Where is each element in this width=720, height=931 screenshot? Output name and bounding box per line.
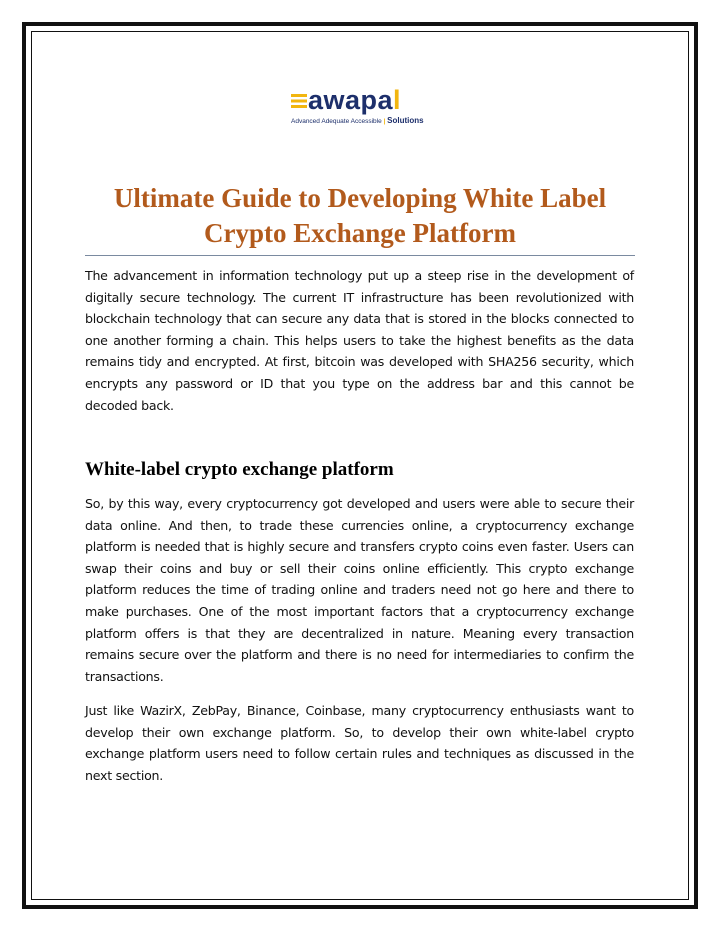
intro-paragraph: The advancement in information technology put up a steep rise in the development of digitally secure technology. The current IT infrastructure has been revolutionized with blockchain technology that can secure any data that is stored in the blocks connected to one another forming a chain. This helps users to take the highest benefits as the data remains tidy and encrypted. At first, bitcoin was developed with SHA256 security, which encrypts any password or ID that you type on the address bar and this cannot be decoded back. (85, 268, 634, 413)
section-paragraph-2: Just like WazirX, ZebPay, Binance, Coinbase, many cryptocurrency enthusiasts want to develop their own exchange platform. So, to develop their own white-label crypto exchange platform users need to follow certain rules and techniques as discussed in the next section. (85, 703, 634, 783)
company-logo (288, 48, 432, 168)
document-title: Ultimate Guide to Developing White Label Crypto Exchange Platform (113, 183, 607, 248)
logo-tagline-solutions: Solutions (387, 116, 424, 125)
logo-tagline-text: Advanced Adequate Accessible (291, 118, 382, 125)
section-paragraph-1: So, by this way, every cryptocurrency got developed and users were able to secure their data online. And then, to trade these currencies online, a cryptocurrency exchange platform is needed that is highly secure and transfers crypto coins even faster. Users can swap their coins and buy or sell their coins online efficiently. This crypto exchange platform reduces the time of trading online and traders need not go here and there to make purchases. One of the most important factors that a cryptocurrency exchange platform offers is that they are decentralized in nature. Meaning every transaction remains secure over the platform and there is no need for intermediaries to confirm the transactions. (85, 496, 634, 684)
title-divider (85, 255, 635, 256)
logo-tagline: Advanced Adequate Accessible | Solutions (291, 116, 424, 125)
logo-wordmark (291, 85, 401, 115)
logo-word-accent: l (393, 85, 402, 115)
section-heading: White-label crypto exchange platform (85, 459, 394, 480)
logo-word-main: awapa (308, 85, 394, 115)
